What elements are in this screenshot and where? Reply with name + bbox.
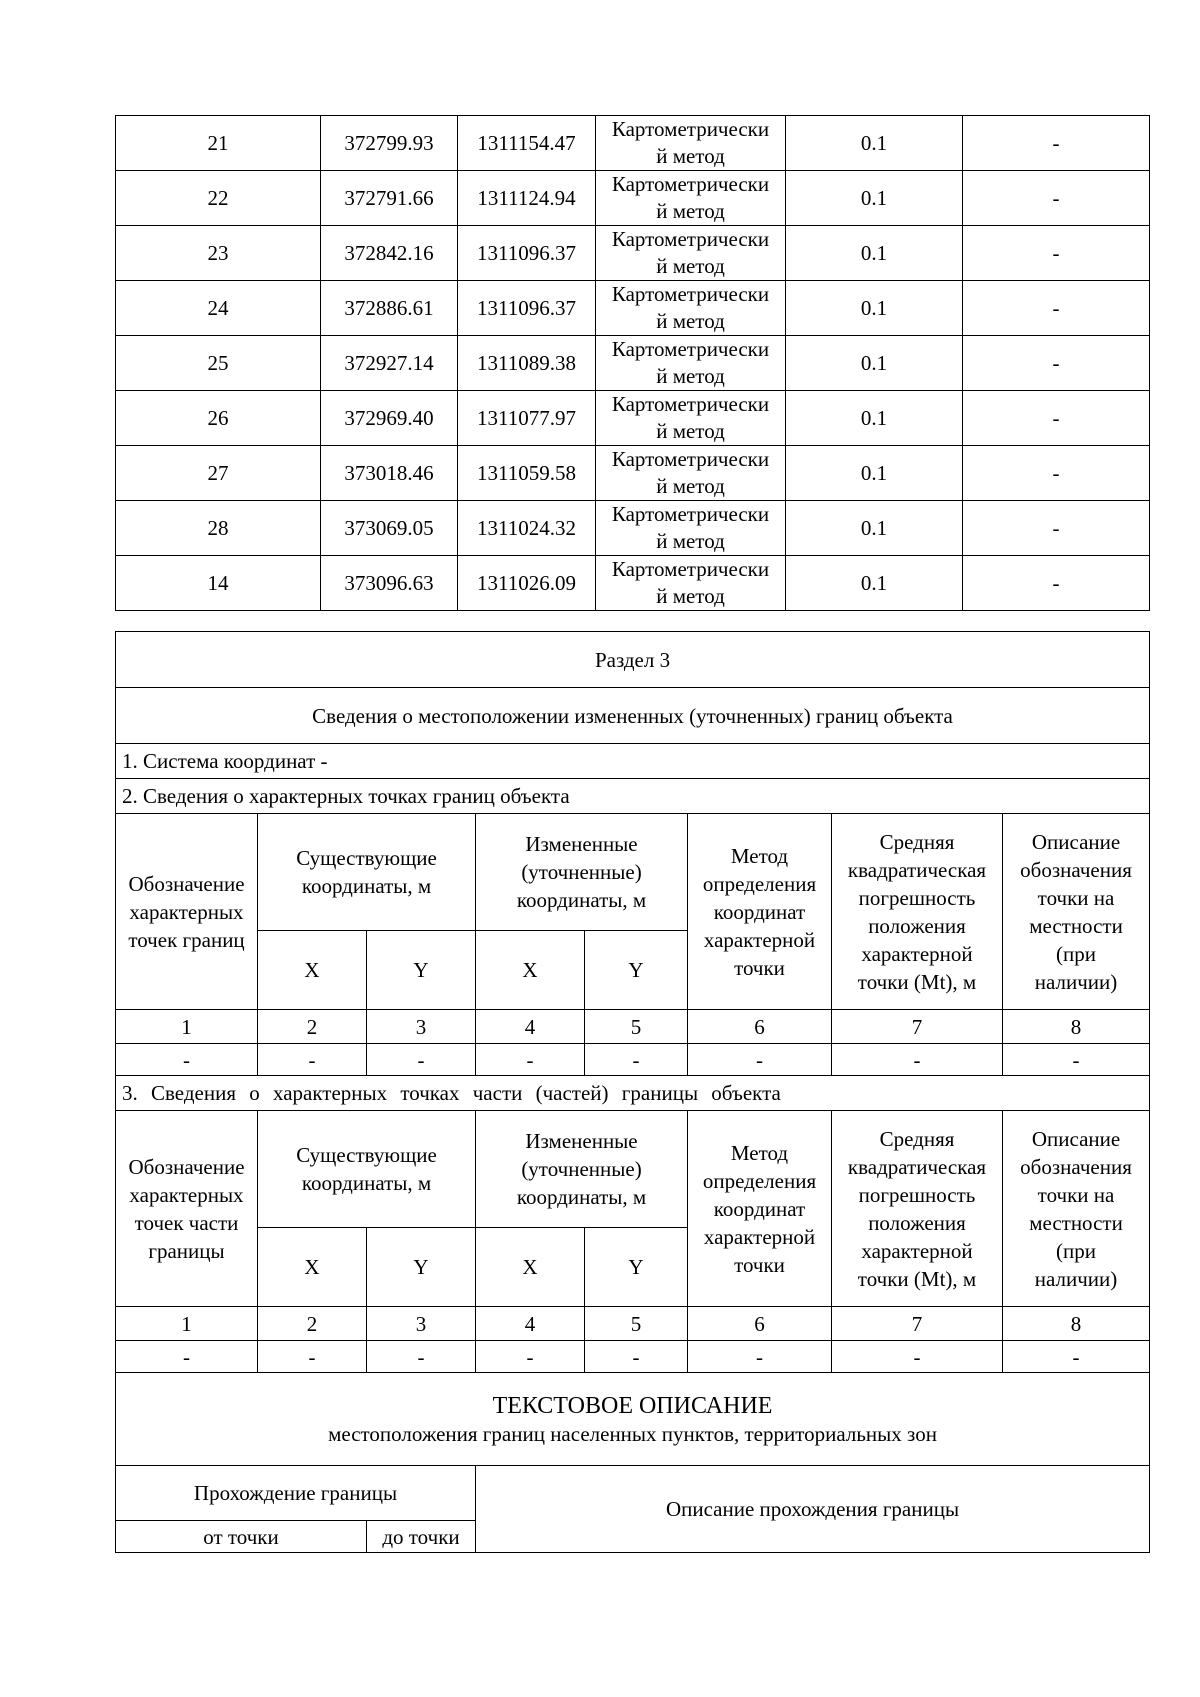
y-coordinate: 1311026.09 [458,556,596,611]
column-number: 4 [476,1010,585,1044]
x-coordinate: 372842.16 [321,226,458,281]
column-number: 6 [688,1307,832,1341]
point-description: - [963,116,1150,171]
point-id: 22 [116,171,321,226]
existing-coords-header: Существующие координаты, м [258,1111,476,1228]
method: Картометрически й метод [596,281,786,336]
point-description: - [963,281,1150,336]
point-description: - [963,391,1150,446]
existing-coords-header: Существующие координаты, м [258,814,476,931]
point-description: - [963,556,1150,611]
mt-error: 0.1 [786,391,963,446]
empty-cell: - [116,1044,258,1076]
changed-coords-header: Измененные (уточненные) координаты, м [476,1111,688,1228]
method: Картометрически й метод [596,226,786,281]
changed-coords-header: Измененные (уточненные) координаты, м [476,814,688,931]
empty-cell: - [688,1044,832,1076]
method: Картометрически й метод [596,446,786,501]
point-description: - [963,171,1150,226]
column-number: 1 [116,1307,258,1341]
column-number: 1 [116,1010,258,1044]
y-coordinate: 1311096.37 [458,281,596,336]
column-number: 6 [688,1010,832,1044]
point-id: 26 [116,391,321,446]
text-description-title-cell [116,1373,1150,1466]
column-number: 7 [832,1307,1003,1341]
mt-error: 0.1 [786,171,963,226]
empty-cell: - [585,1341,688,1373]
table-row [116,556,1150,611]
y-coordinate: 1311154.47 [458,116,596,171]
point-id: 28 [116,501,321,556]
mt-error: 0.1 [786,336,963,391]
section-subtitle: Сведения о местоположении измененных (уточненных) границ объекта [116,688,1150,744]
table-row [116,501,1150,556]
column-number: 5 [585,1010,688,1044]
column-number: 5 [585,1307,688,1341]
table-row [116,446,1150,501]
empty-cell: - [1003,1044,1150,1076]
table-row [116,226,1150,281]
changed-x-header: X [476,1228,585,1307]
column-number: 2 [258,1010,367,1044]
mt-error: 0.1 [786,446,963,501]
text-description-title: ТЕКСТОВОЕ ОПИСАНИЕ [492,1393,773,1419]
y-coordinate: 1311124.94 [458,171,596,226]
method-header: Метод определения координат характерной точки [688,1111,832,1307]
points-table [115,115,1150,611]
points-heading: 2. Сведения о характерных точках границ объекта [116,779,1150,814]
table-row [116,171,1150,226]
empty-cell: - [367,1341,476,1373]
description-header: Описание обозначения точки на местности (при наличии) [1003,814,1150,1010]
y-coordinate: 1311089.38 [458,336,596,391]
x-coordinate: 373069.05 [321,501,458,556]
section-title: Раздел 3 [116,632,1150,688]
changed-y-header: Y [585,1228,688,1307]
method: Картометрически й метод [596,171,786,226]
to-point-header: до точки [367,1521,476,1553]
coordinate-system: 1. Система координат - [116,744,1150,779]
point-description: - [963,501,1150,556]
existing-x-header: X [258,931,367,1010]
point-id: 21 [116,116,321,171]
point-id: 14 [116,556,321,611]
y-coordinate: 1311096.37 [458,226,596,281]
existing-y-header: Y [367,931,476,1010]
mt-error: 0.1 [786,281,963,336]
x-coordinate: 373096.63 [321,556,458,611]
error-header: Средняя квадратическая погрешность положения характерной точки (Mt), м [832,1111,1003,1307]
x-coordinate: 373018.46 [321,446,458,501]
passage-header: Прохождение границы [116,1466,476,1521]
column-number: 3 [367,1307,476,1341]
empty-cell: - [476,1341,585,1373]
empty-cell: - [832,1044,1003,1076]
point-description: - [963,336,1150,391]
method-header: Метод определения координат характерной точки [688,814,832,1010]
mt-error: 0.1 [786,116,963,171]
method: Картометрически й метод [596,336,786,391]
x-coordinate: 372799.93 [321,116,458,171]
x-coordinate: 372791.66 [321,171,458,226]
empty-cell: - [832,1341,1003,1373]
column-number: 2 [258,1307,367,1341]
table-row [116,336,1150,391]
method: Картометрически й метод [596,391,786,446]
method: Картометрически й метод [596,556,786,611]
empty-cell: - [367,1044,476,1076]
y-coordinate: 1311077.97 [458,391,596,446]
column-number: 8 [1003,1307,1150,1341]
column-number: 3 [367,1010,476,1044]
x-coordinate: 372969.40 [321,391,458,446]
text-description-subtitle: местоположения границ населенных пунктов, территориальных зон [328,1422,937,1446]
empty-cell: - [476,1044,585,1076]
y-coordinate: 1311059.58 [458,446,596,501]
from-point-header: от точки [116,1521,367,1553]
point-description: - [963,226,1150,281]
empty-cell: - [688,1341,832,1373]
column-number: 7 [832,1010,1003,1044]
column-number: 8 [1003,1010,1150,1044]
point-id: 23 [116,226,321,281]
parts-heading: 3. Сведения о характерных точках части (частей) границы объекта [116,1076,1150,1111]
empty-cell: - [1003,1341,1150,1373]
x-coordinate: 372927.14 [321,336,458,391]
empty-cell: - [585,1044,688,1076]
method: Картометрически й метод [596,501,786,556]
method: Картометрически й метод [596,116,786,171]
designation-header: Обозначение характерных точек границ [116,814,258,1010]
changed-x-header: X [476,931,585,1010]
section-3-table [115,631,1150,1553]
existing-x-header: X [258,1228,367,1307]
empty-cell: - [258,1341,367,1373]
point-id: 27 [116,446,321,501]
mt-error: 0.1 [786,501,963,556]
y-coordinate: 1311024.32 [458,501,596,556]
empty-cell: - [258,1044,367,1076]
existing-y-header: Y [367,1228,476,1307]
point-id: 25 [116,336,321,391]
description-header: Описание обозначения точки на местности (при наличии) [1003,1111,1150,1307]
table-row [116,391,1150,446]
table-row [116,116,1150,171]
changed-y-header: Y [585,931,688,1010]
table-row [116,281,1150,336]
mt-error: 0.1 [786,226,963,281]
part-designation-header: Обозначение характерных точек части границы [116,1111,258,1307]
empty-cell: - [116,1341,258,1373]
point-id: 24 [116,281,321,336]
mt-error: 0.1 [786,556,963,611]
error-header: Средняя квадратическая погрешность положения характерной точки (Mt), м [832,814,1003,1010]
point-description: - [963,446,1150,501]
passage-description-header: Описание прохождения границы [476,1466,1150,1553]
x-coordinate: 372886.61 [321,281,458,336]
column-number: 4 [476,1307,585,1341]
